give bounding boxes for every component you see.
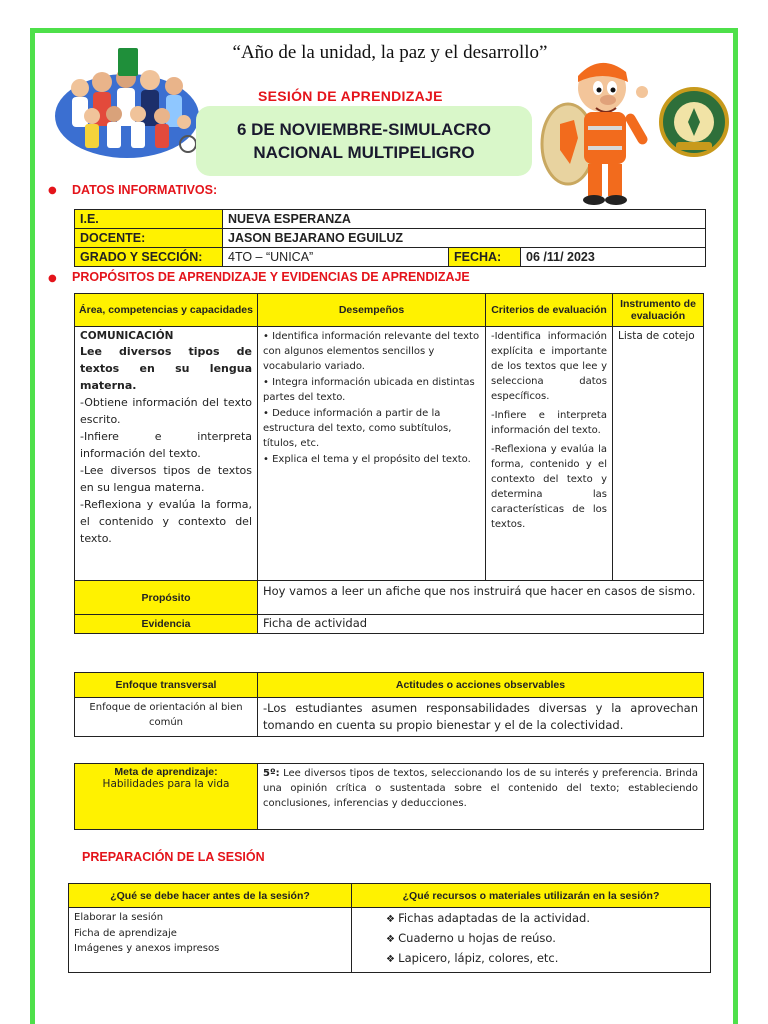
preparacion-heading: PREPARACIÓN DE LA SESIÓN bbox=[82, 850, 265, 864]
bullet-icon: ● bbox=[48, 185, 57, 196]
criterio-item: -Infiere e interpreta información del texto. bbox=[491, 410, 607, 436]
col-antes-header: ¿Qué se debe hacer antes de la sesión? bbox=[69, 884, 352, 908]
datos-table bbox=[74, 209, 706, 267]
docente-value: JASON BEJARANO EGUILUZ bbox=[223, 229, 706, 248]
meta-grade: 5º: bbox=[263, 768, 280, 779]
antes-item: Ficha de aprendizaje bbox=[74, 927, 177, 939]
meta-table bbox=[74, 763, 704, 830]
recursos-cell bbox=[352, 908, 711, 973]
col-recursos-header: ¿Qué recursos o materiales utilizarán en la sesión? bbox=[352, 884, 711, 908]
evidencia-text: Ficha de actividad bbox=[258, 615, 704, 634]
meta-text-cell bbox=[258, 764, 704, 830]
col-criterios-header: Criterios de evaluación bbox=[486, 294, 613, 327]
capacidad-item: -Reflexiona y evalúa la forma, el contenido y contexto del texto. bbox=[80, 498, 252, 545]
col-actitudes-header: Actitudes o acciones observables bbox=[258, 673, 704, 698]
area-title: COMUNICACIÓN bbox=[80, 330, 174, 342]
session-label: SESIÓN DE APRENDIZAJE bbox=[258, 88, 443, 104]
meta-label: Meta de aprendizaje: bbox=[114, 766, 218, 778]
proposito-text: Hoy vamos a leer un afiche que nos instruirá que hacer en casos de sismo. bbox=[258, 581, 704, 615]
desempenos-cell bbox=[258, 327, 486, 581]
instrumento-cell: Lista de cotejo bbox=[613, 327, 704, 581]
col-desempenos-header: Desempeños bbox=[258, 294, 486, 327]
fecha-value: 06 /11/ 2023 bbox=[521, 248, 706, 267]
datos-heading: DATOS INFORMATIVOS: bbox=[72, 183, 218, 197]
antes-item: Imágenes y anexos impresos bbox=[74, 943, 220, 954]
proposito-label: Propósito bbox=[75, 581, 258, 615]
actitudes-value: -Los estudiantes asumen responsabilidades diversas y la aprovechan tomando en cuenta su propio bienestar y el de la colectividad. bbox=[258, 698, 704, 737]
grado-value: 4TO – “UNICA” bbox=[223, 248, 449, 267]
desempeno-item: • Integra información ubicada en distintas partes del texto. bbox=[263, 375, 480, 405]
desempeno-item: • Explica el tema y el propósito del texto. bbox=[263, 452, 480, 467]
desempeno-item: • Deduce información a partir de la estructura del texto, como subtítulos, títulos, etc. bbox=[263, 406, 480, 451]
bullet-icon: ● bbox=[48, 273, 57, 284]
session-title-line-1: 6 DE NOVIEMBRE-SIMULACRO bbox=[236, 120, 492, 139]
enfoque-value: Enfoque de orientación al bien común bbox=[75, 698, 258, 737]
propositos-heading: PROPÓSITOS DE APRENDIZAJE Y EVIDENCIAS DE APRENDIZAJE bbox=[72, 270, 470, 284]
meta-sublabel: Habilidades para la vida bbox=[102, 778, 230, 790]
docente-label: DOCENTE: bbox=[75, 229, 223, 248]
session-title-line-2: NACIONAL MULTIPELIGRO bbox=[253, 143, 475, 162]
capacidad-item: -Infiere e interpreta información del texto. bbox=[80, 430, 252, 460]
civil-defense-mascot-illustration bbox=[538, 46, 658, 208]
antes-item: Elaborar la sesión bbox=[74, 912, 164, 923]
preparacion-table bbox=[68, 883, 711, 973]
criterio-item: -Identifica información explícita e importante de los textos que lee y selecciona datos específicos. bbox=[491, 331, 607, 402]
competencia-text: Lee diversos tipos de textos en su lengua materna. bbox=[80, 345, 252, 392]
recurso-item: ❖ Cuaderno u hojas de reúso. bbox=[380, 930, 705, 948]
criterio-item: -Reflexiona y evalúa la forma, contenido y el contexto del texto y determina las características de los textos. bbox=[491, 444, 607, 530]
evidencia-label: Evidencia bbox=[75, 615, 258, 634]
grado-label: GRADO Y SECCIÓN: bbox=[75, 248, 223, 267]
motto: “Año de la unidad, la paz y el desarrollo” bbox=[232, 42, 548, 63]
fecha-label: FECHA: bbox=[449, 248, 521, 267]
propositos-table bbox=[74, 293, 704, 634]
capacidad-item: -Obtiene información del texto escrito. bbox=[80, 396, 252, 426]
desempeno-item: • Identifica información relevante del texto con algunos elementos sencillos y vocabulario variado. bbox=[263, 329, 480, 374]
col-area-header: Área, competencias y capacidades bbox=[75, 294, 258, 327]
school-seal-icon bbox=[654, 86, 734, 158]
col-enfoque-header: Enfoque transversal bbox=[75, 673, 258, 698]
col-instrumento-header: Instrumento de evaluación bbox=[613, 294, 704, 327]
antes-cell bbox=[69, 908, 352, 973]
meta-text: Lee diversos tipos de textos, seleccionando los de su interés y preferencia. Brinda una opinión crítica o sustentada sobre el contenido del texto; estableciendo conclusiones, inferencias y deducciones. bbox=[263, 768, 698, 809]
recurso-item: ❖ Fichas adaptadas de la actividad. bbox=[380, 910, 705, 928]
area-cell bbox=[75, 327, 258, 581]
ie-value: NUEVA ESPERANZA bbox=[223, 210, 706, 229]
criterios-cell bbox=[486, 327, 613, 581]
ie-label: I.E. bbox=[75, 210, 223, 229]
session-title-box bbox=[196, 106, 532, 176]
ministry-logo-icon bbox=[118, 48, 138, 76]
meta-label-cell bbox=[75, 764, 258, 830]
enfoque-table bbox=[74, 672, 704, 737]
capacidad-item: -Lee diversos tipos de textos en su lengua materna. bbox=[80, 464, 252, 494]
recurso-item: ❖ Lapicero, lápiz, colores, etc. bbox=[380, 950, 705, 968]
